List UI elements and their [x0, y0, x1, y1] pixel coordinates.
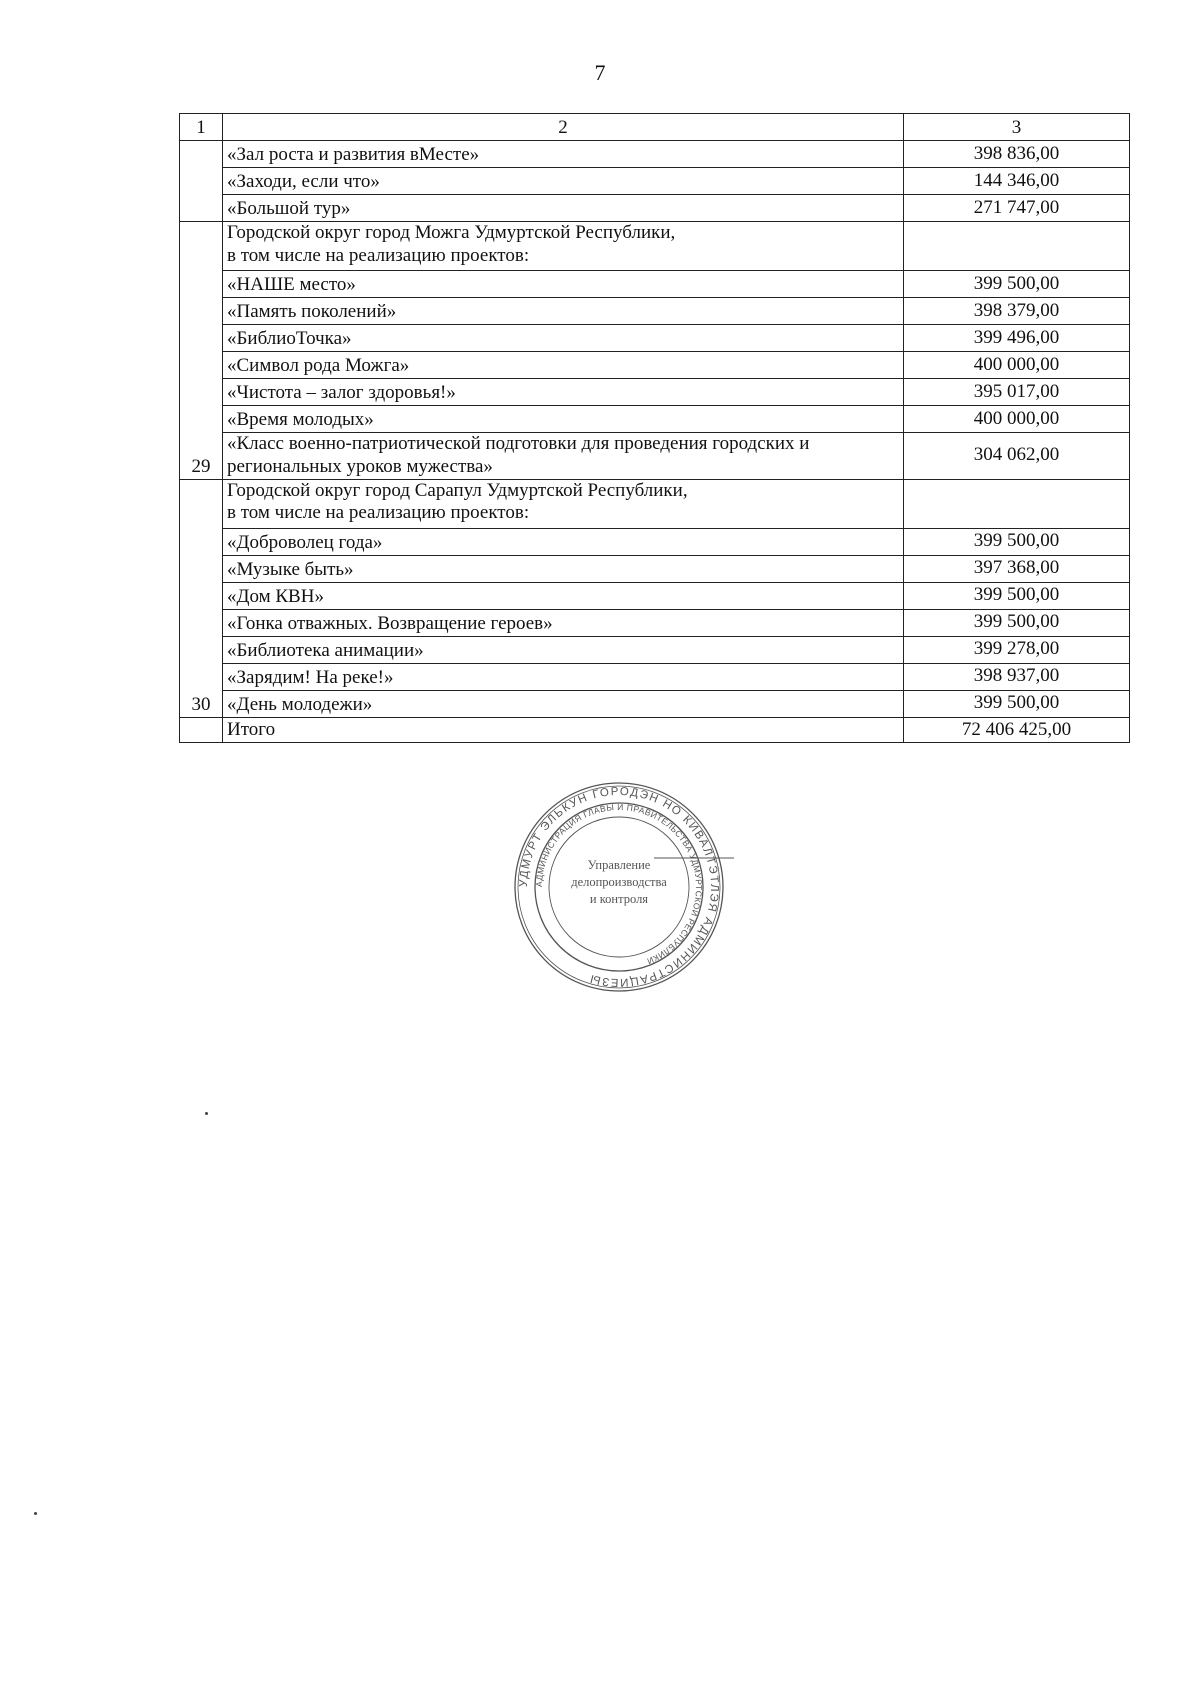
row-number: 30: [180, 479, 223, 717]
table-row: [180, 168, 1130, 195]
project-name: «Зал роста и развития вМесте»: [223, 141, 904, 168]
project-name: «Время молодых»: [223, 406, 904, 433]
table-row: [180, 195, 1130, 222]
table-row: [180, 528, 1130, 555]
project-name: «Большой тур»: [223, 195, 904, 222]
row-number: 29: [180, 222, 223, 480]
project-amount: 399 278,00: [904, 636, 1130, 663]
group-heading-row: [180, 222, 1130, 271]
total-amount: 72 406 425,00: [904, 717, 1130, 742]
table-body: [180, 114, 1130, 743]
project-amount: 395 017,00: [904, 379, 1130, 406]
table-row: [180, 636, 1130, 663]
seal-center-line-2: делопроизводства: [571, 875, 667, 889]
project-amount: 271 747,00: [904, 195, 1130, 222]
project-name: «Доброволец года»: [223, 528, 904, 555]
project-amount: 400 000,00: [904, 406, 1130, 433]
table-row: [180, 406, 1130, 433]
group-heading-line: в том числе на реализацию проектов:: [227, 244, 530, 266]
total-number-cell: [180, 717, 223, 742]
project-name: «Символ рода Можга»: [223, 352, 904, 379]
page-number: 7: [594, 60, 606, 85]
table-row: [180, 555, 1130, 582]
table-row: [180, 271, 1130, 298]
table-row: [180, 582, 1130, 609]
funding-table: [179, 113, 1130, 743]
group-heading-line: Городской округ город Сарапул Удмуртской Республики,: [227, 479, 688, 501]
project-amount: 144 346,00: [904, 168, 1130, 195]
header-col-1: 1: [180, 114, 223, 141]
table-row: [180, 298, 1130, 325]
project-amount: 398 937,00: [904, 663, 1130, 690]
project-name: «Библиотека анимации»: [223, 636, 904, 663]
group-heading-amount: [904, 222, 1130, 271]
official-seal: [504, 782, 734, 992]
table-row: [180, 141, 1130, 168]
project-name: «День молодежи»: [223, 690, 904, 717]
group-heading-cell: [223, 479, 904, 528]
total-row: [180, 717, 1130, 742]
group-heading-line: в том числе на реализацию проектов:: [227, 502, 530, 524]
project-amount: 399 500,00: [904, 609, 1130, 636]
table-row: [180, 379, 1130, 406]
header-col-2: 2: [223, 114, 904, 141]
project-name: «НАШЕ место»: [223, 271, 904, 298]
project-name: «БиблиоТочка»: [223, 325, 904, 352]
project-amount: 400 000,00: [904, 352, 1130, 379]
row-number: [180, 141, 223, 222]
table-row: [180, 352, 1130, 379]
seal-graphic: [504, 782, 734, 992]
table-row: [180, 433, 1130, 480]
project-amount: 304 062,00: [904, 433, 1130, 480]
scan-speck: [205, 1112, 208, 1115]
project-amount: 399 496,00: [904, 325, 1130, 352]
seal-inner-text: АДМИНИСТРАЦИЯ ГЛАВЫ И ПРАВИТЕЛЬСТВА УДМУРТСКОЙ РЕСПУБЛИКИ: [533, 801, 705, 967]
project-amount: 398 379,00: [904, 298, 1130, 325]
scan-speck: [34, 1512, 37, 1515]
project-name: «Гонка отважных. Возвращение героев»: [223, 609, 904, 636]
project-name: «Дом КВН»: [223, 582, 904, 609]
group-heading-line: Городской округ город Можга Удмуртской Республики,: [227, 222, 676, 243]
project-name: «Зарядим! На реке!»: [223, 663, 904, 690]
project-name: «Класс военно-патриотической подготовки для проведения городских и региональных уроков мужества»: [223, 433, 904, 480]
project-amount: 399 500,00: [904, 271, 1130, 298]
project-name: «Музыке быть»: [223, 555, 904, 582]
group-heading-row: [180, 479, 1130, 528]
project-amount: 399 500,00: [904, 690, 1130, 717]
group-heading-cell: [223, 222, 904, 271]
project-name: «Чистота – залог здоровья!»: [223, 379, 904, 406]
seal-center-line-3: и контроля: [589, 892, 649, 906]
project-name: «Память поколений»: [223, 298, 904, 325]
project-amount: 399 500,00: [904, 582, 1130, 609]
table-row: [180, 690, 1130, 717]
project-amount: 398 836,00: [904, 141, 1130, 168]
table-row: [180, 663, 1130, 690]
seal-center-line-1: Управление: [587, 858, 651, 872]
project-amount: 399 500,00: [904, 528, 1130, 555]
project-amount: 397 368,00: [904, 555, 1130, 582]
total-label: Итого: [223, 717, 904, 742]
table-header-row: [180, 114, 1130, 141]
seal-outer-text: УДМУРТ ЭЛЬКУН ГОРОДЭН НО КИВАЛТЭТЛЭЯ АДМИНИСТРАЦИЕЗЫ: [517, 785, 721, 989]
table-row: [180, 325, 1130, 352]
group-heading-amount: [904, 479, 1130, 528]
header-col-3: 3: [904, 114, 1130, 141]
project-name: «Заходи, если что»: [223, 168, 904, 195]
table-row: [180, 609, 1130, 636]
